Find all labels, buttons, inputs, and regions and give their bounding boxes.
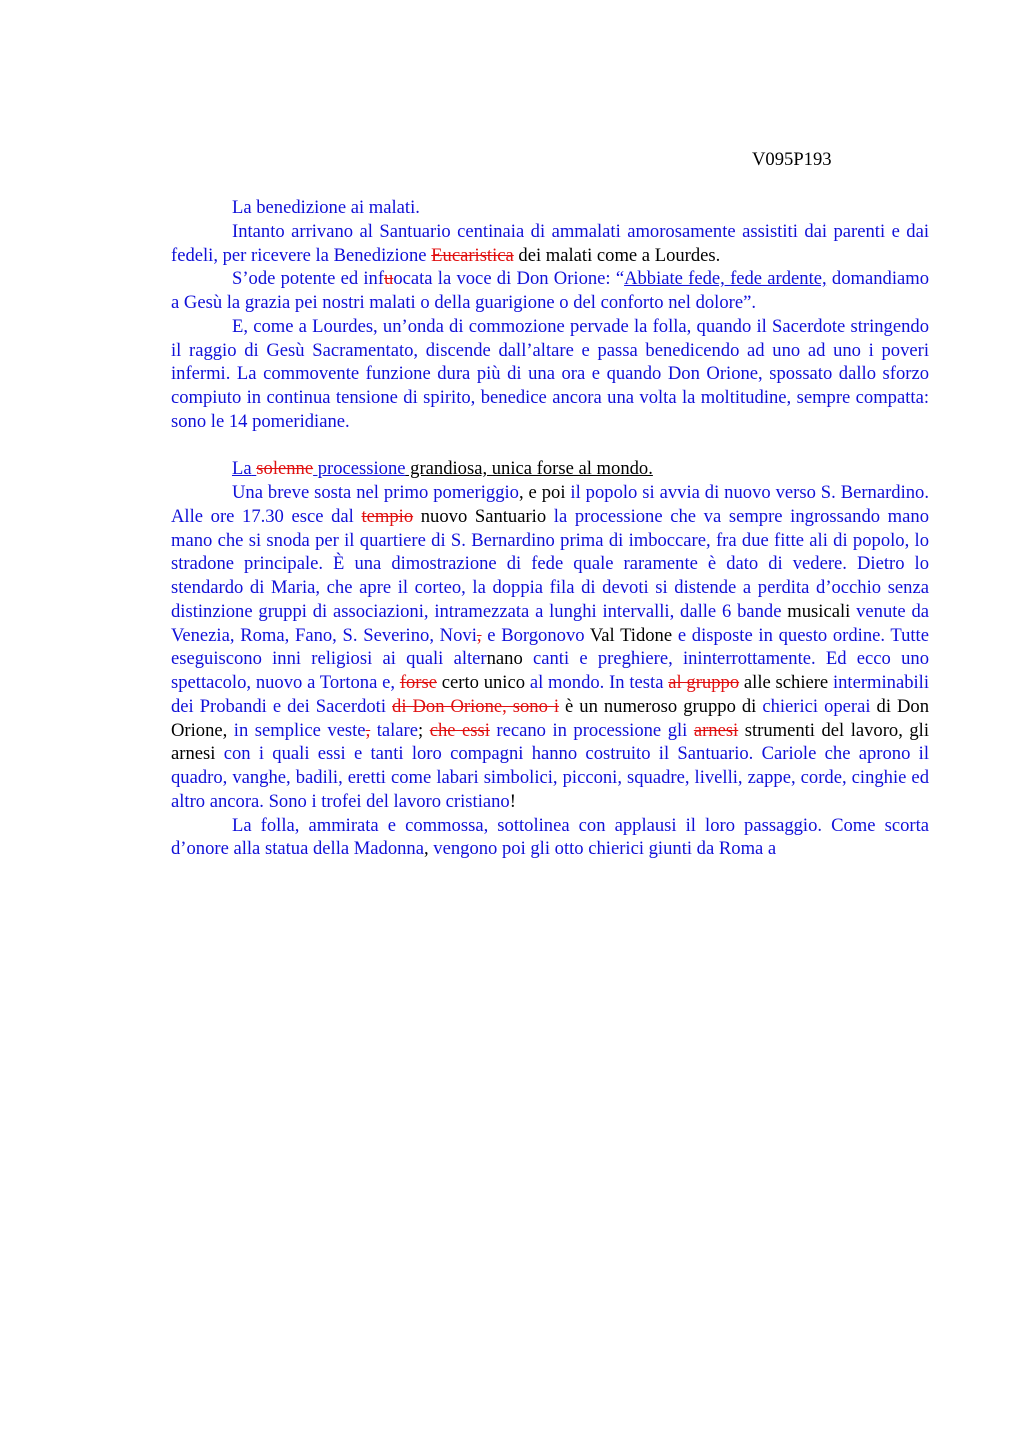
deleted-text: Eucaristica: [431, 244, 514, 266]
text-run: vengono poi gli otto chierici giunti da Roma a: [433, 838, 777, 860]
text-run: e Borgonovo: [481, 624, 590, 646]
text-run: La folla, ammirata e commossa, sottolinea con applausi il loro passaggio. Come scorta d’onore alla statua della Madonna: [171, 814, 929, 860]
text-run: la processione che va sempre ingrossando mano mano che si snoda per il quartiere di S. Bernardino prima di imboccare, fra due fitte ali di popolo, lo stradone principale. È una dimostrazione di fede quale raramente è dato di vedere. Dietro lo stendardo di Maria, che apre il corteo, la doppia fila di devoti si distende a perdita d’occhio senza distinzione gruppi di associazioni, intramezzata a lunghi intervalli, dalle 6 bande: [171, 505, 929, 622]
text-run: musicali: [787, 600, 857, 622]
underlined-text: La: [232, 458, 252, 480]
paragraph-gap: [171, 434, 929, 458]
deleted-text: di Don Orione, sono i: [392, 695, 560, 717]
text-run: e disposte in questo ordine. Tutte eseguiscono inni religiosi ai quali alter: [171, 624, 929, 670]
text-run: strumenti del lavoro, gli arnesi: [171, 719, 929, 765]
text-run: interminabili dei Probandi e dei Sacerdoti: [171, 672, 930, 717]
deleted-text: forse: [399, 672, 437, 693]
text-run: !: [509, 790, 516, 812]
underlined-text: grandiosa, unica forse al mondo.: [405, 458, 653, 480]
text-run: domandiamo a Gesù la grazia pei nostri malati o della guarigione o del conforto nel dolore”.: [171, 268, 929, 313]
text-run: è un numeroso gruppo di: [559, 695, 763, 717]
deleted-text: u: [384, 268, 394, 290]
text-run: il popolo si avvia di nuovo verso S. Bernardino. Alle ore 17.30 esce dal: [171, 482, 930, 527]
text-run: La benedizione ai malati.: [232, 197, 420, 218]
text-run: E, come a Lourdes, un’onda di commozione pervade la folla, quando il Sacerdote stringendo il raggio di Gesù Sacramentato, discende dall’altare e passa benedicendo ad uno ad uno i poveri infermi. La commovente funzione dura più di una ora e quando Don Orione, spossato dallo sforzo compiuto in continua tensione di spirito, benedice ancora una volta la moltitudine, sempre compatta: sono le 14 pomeridiane.: [171, 315, 929, 432]
text-run: al mondo. In testa: [529, 672, 669, 693]
text-run: Val Tidone: [589, 624, 678, 646]
heading-benedizione: [171, 196, 929, 220]
text-run: nuovo Santuario: [413, 505, 554, 527]
text-run: dei malati come a Lourdes.: [513, 244, 721, 266]
deleted-text: al gruppo: [668, 672, 740, 693]
underlined-text: processione: [313, 458, 406, 480]
document-body: [171, 196, 929, 861]
paragraph-folla: [171, 814, 929, 862]
deleted-text: arnesi: [693, 719, 739, 741]
text-run: Intanto arrivano al Santuario centinaia di ammalati amorosamente assistiti dai parenti e dai fedeli, per ricevere la Benedizione: [171, 220, 929, 266]
text-run: , e poi: [518, 482, 571, 503]
page-identifier: V095P193: [752, 149, 832, 170]
text-run: ocata la voce di Don Orione: “: [393, 268, 625, 290]
text-run: ,: [424, 838, 434, 860]
text-run: canti e preghiere, ininterrottamente. Ed ecco uno spettacolo, nuovo a Tortona e,: [171, 648, 929, 693]
text-run: di Don Orione,: [171, 695, 929, 741]
text-run: recano in processione gli: [489, 719, 694, 741]
text-run: venute da Venezia, Roma, Fano, S. Severino, Novi: [171, 600, 930, 646]
text-run: nano: [486, 648, 533, 670]
text-run: alle schiere: [739, 672, 833, 693]
text-run: talare: [370, 719, 419, 741]
text-run: certo unico: [436, 672, 530, 693]
deleted-text: solenne: [256, 458, 314, 480]
heading-processione: [171, 457, 929, 481]
text-run: Una breve sosta nel primo pomeriggio: [232, 482, 519, 503]
text-run: con i quali essi e tanti loro compagni hanno costruito il Santuario. Cariole che aprono il quadro, vanghe, badili, eretti come labari simbolici, picconi, squadre, livelli, zappe, corde, cinghie ed altro ancora. Sono i trofei del lavoro cristiano: [171, 743, 929, 812]
paragraph-intanto: [171, 220, 929, 268]
text-run: chierici operai: [762, 695, 877, 717]
text-run: in semplice veste: [233, 719, 366, 741]
underlined-text: Abbiate fede, fede ardente,: [624, 268, 827, 290]
deleted-text: ,: [365, 719, 371, 741]
text-run: ;: [418, 719, 430, 741]
paragraph-lourdes: [171, 315, 929, 434]
deleted-text: tempio: [361, 505, 414, 527]
paragraph-sosta: [171, 481, 929, 814]
deleted-text: che essi: [429, 719, 490, 741]
deleted-text: ,: [476, 624, 482, 646]
text-run: S’ode potente ed inf: [232, 268, 385, 290]
paragraph-sode: [171, 267, 929, 315]
